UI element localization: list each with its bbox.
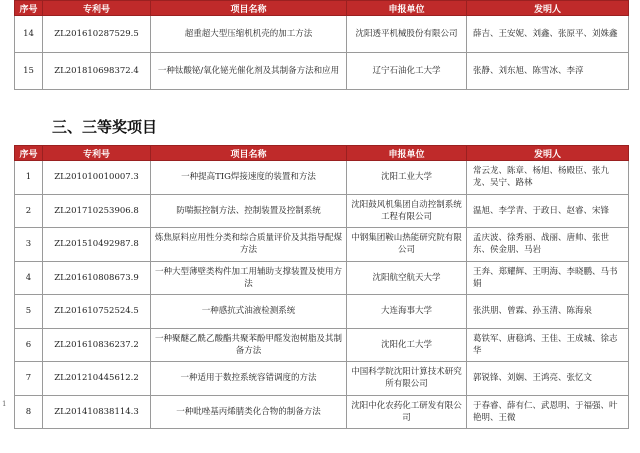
row-patent: ZL201610752524.5 <box>43 295 151 329</box>
row-no: 3 <box>15 228 43 262</box>
row-unit: 沈阳航空航天大学 <box>347 261 467 295</box>
table-row <box>15 53 629 90</box>
row-name: 一种大型薄壁类构件加工用辅助支撑装置及使用方法 <box>151 261 347 295</box>
header-no: 序号 <box>15 1 43 16</box>
header-inventors: 发明人 <box>467 146 629 161</box>
row-name: 一种聚醚乙酰乙酸酯共聚苯酚甲醛发泡树脂及其制备方法 <box>151 328 347 362</box>
row-unit: 中国科学院沈阳计算技术研究所有限公司 <box>347 362 467 396</box>
row-patent: ZL201210445612.2 <box>43 362 151 396</box>
row-no: 5 <box>15 295 43 329</box>
row-unit: 沈阳工业大学 <box>347 161 467 195</box>
row-name: 超重超大型压缩机机壳的加工方法 <box>151 16 347 53</box>
row-patent: ZL201510492987.8 <box>43 228 151 262</box>
table-row <box>15 16 629 53</box>
award-table-continued <box>14 0 629 90</box>
row-name: 一种提高TIG焊接速度的装置和方法 <box>151 161 347 195</box>
row-unit: 大连海事大学 <box>347 295 467 329</box>
row-unit: 辽宁石油化工大学 <box>347 53 467 90</box>
row-no: 7 <box>15 362 43 396</box>
row-patent: ZL201610287529.5 <box>43 16 151 53</box>
table-row <box>15 362 629 396</box>
row-inventors: 王奔、郑耀辉、王明海、李晓鹏、马书娟 <box>467 261 629 295</box>
row-inventors: 张洪朋、曾霖、孙玉清、陈海泉 <box>467 295 629 329</box>
header-name: 项目名称 <box>151 1 347 16</box>
row-patent: ZL201010010007.3 <box>43 161 151 195</box>
row-name: 一种钛酸铋/氧化铋光催化剂及其制备方法和应用 <box>151 53 347 90</box>
row-inventors: 张静、刘东旭、陈雪冰、李淳 <box>467 53 629 90</box>
row-no: 2 <box>15 194 43 228</box>
row-no: 8 <box>15 395 43 429</box>
table-row <box>15 295 629 329</box>
table-header-row <box>15 1 629 16</box>
row-no: 4 <box>15 261 43 295</box>
row-patent: ZL201410838114.3 <box>43 395 151 429</box>
header-name: 项目名称 <box>151 146 347 161</box>
row-unit: 沈阳鼓风机集团自动控制系统工程有限公司 <box>347 194 467 228</box>
header-patent: 专利号 <box>43 146 151 161</box>
row-name: 一种适用于数控系统容错调度的方法 <box>151 362 347 396</box>
row-inventors: 葛铁军、唐稳鸿、王佳、王成城、徐志华 <box>467 328 629 362</box>
row-inventors: 于春睿、薛有仁、武恩明、于福强、叶艳明、王微 <box>467 395 629 429</box>
row-unit: 中钢集团鞍山热能研究院有限公司 <box>347 228 467 262</box>
header-unit: 申报单位 <box>347 146 467 161</box>
table-row <box>15 261 629 295</box>
row-inventors: 薛吉、王安妮、刘鑫、张原平、刘姝鑫 <box>467 16 629 53</box>
header-inventors: 发明人 <box>467 1 629 16</box>
table-header-row <box>15 146 629 161</box>
third-prize-table <box>14 145 629 429</box>
row-name: 炼焦原料应用性分类和综合质量评价及其指导配煤方法 <box>151 228 347 262</box>
row-inventors: 郭锐锋、刘娴、王鸿亮、张忆文 <box>467 362 629 396</box>
row-patent: ZL201710253906.8 <box>43 194 151 228</box>
row-no: 14 <box>15 16 43 53</box>
row-unit: 沈阳化工大学 <box>347 328 467 362</box>
row-no: 15 <box>15 53 43 90</box>
row-inventors: 常云龙、陈章、杨旭、杨殿臣、张九龙、吴宁、路林 <box>467 161 629 195</box>
row-no: 6 <box>15 328 43 362</box>
header-no: 序号 <box>15 146 43 161</box>
table-row <box>15 228 629 262</box>
row-name: 防喘振控制方法、控制装置及控制系统 <box>151 194 347 228</box>
row-no: 1 <box>15 161 43 195</box>
table-row <box>15 194 629 228</box>
row-unit: 沈阳中化农药化工研发有限公司 <box>347 395 467 429</box>
table-row <box>15 395 629 429</box>
row-patent: ZL201810698372.4 <box>43 53 151 90</box>
table-row <box>15 161 629 195</box>
row-inventors: 孟庆波、徐秀丽、战丽、唐帅、张世东、侯金朋、马岩 <box>467 228 629 262</box>
table-row <box>15 328 629 362</box>
row-patent: ZL201610808673.9 <box>43 261 151 295</box>
margin-mark: 1 <box>2 400 7 408</box>
row-patent: ZL201610836237.2 <box>43 328 151 362</box>
header-patent: 专利号 <box>43 1 151 16</box>
row-inventors: 温旭、李学青、于政日、赵睿、宋锋 <box>467 194 629 228</box>
section-heading: 三、三等奖项目 <box>52 118 158 136</box>
row-name: 一种感抗式油液检测系统 <box>151 295 347 329</box>
row-name: 一种吡唑基丙烯腈类化合物的制备方法 <box>151 395 347 429</box>
header-unit: 申报单位 <box>347 1 467 16</box>
row-unit: 沈阳透平机械股份有限公司 <box>347 16 467 53</box>
